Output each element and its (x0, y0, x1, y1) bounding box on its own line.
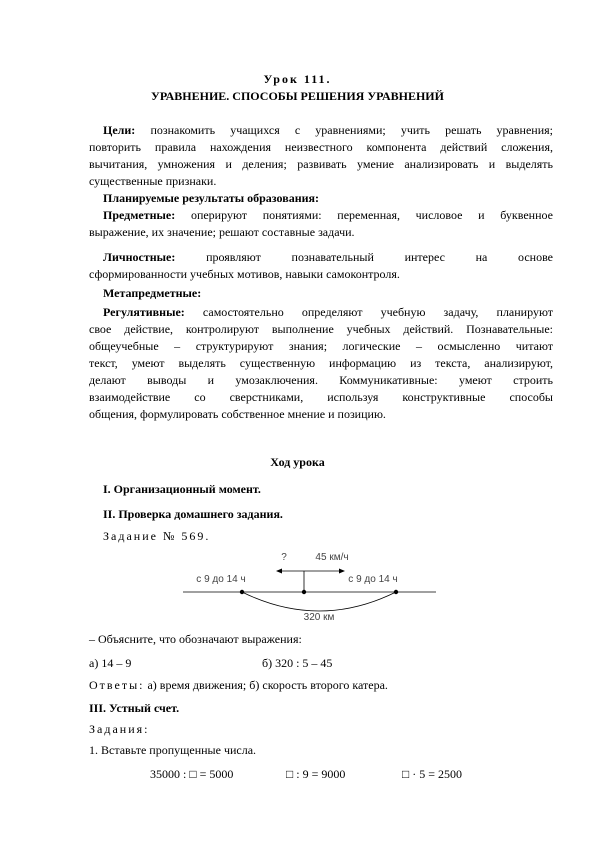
goals-line-4: существенные признаки. (89, 174, 217, 188)
personal-line-2: сформированности учебных мотивов, навыки самоконтроля. (89, 267, 400, 281)
unknown-speed-label: ? (281, 552, 287, 563)
personal-line-1: Личностные: проявляют познавательный интерес на основе (103, 250, 554, 264)
right-time-label: с 9 до 14 ч (348, 574, 398, 585)
right-arrow-head (339, 569, 345, 574)
left-time-label: с 9 до 14 ч (196, 574, 246, 585)
expr-b: б) 320 : 5 – 45 (262, 656, 333, 670)
regulative-line-1: Регулятивные: самостоятельно определяют учебную задачу, планируют (103, 305, 553, 319)
regulative-line-3: общеучебные – структурируют знания; логические – осмысленно читают (89, 339, 553, 353)
regulative-line-7: общения, формулировать собственное мнение и позицию. (89, 407, 386, 421)
task-569: Задание № 569. (103, 529, 211, 543)
middle-point (302, 590, 306, 594)
regulative-line-4: текст, умеют выделять существенную информацию из текста, анализируют, (89, 356, 553, 370)
answer-line: Ответы: а) время движения; б) скорость второго катера. (89, 678, 388, 692)
known-speed-label: 45 км/ч (315, 552, 349, 563)
tasks-label: Задания: (89, 722, 150, 736)
left-arrow-head (276, 569, 282, 574)
section-2: II. Проверка домашнего задания. (103, 507, 283, 521)
regulative-line-6: взаимодействие со сверстниками, используя конструктивные способы (89, 390, 553, 404)
goals-line-1: Цели: познакомить учащихся с уравнениями; учить решать уравнения; (103, 123, 553, 137)
item-1: 1. Вставьте пропущенные числа. (89, 743, 257, 757)
meta-heading: Метапредметные: (103, 286, 202, 300)
section-3: III. Устный счет. (89, 701, 180, 715)
question: – Объясните, что обозначают выражения: (89, 632, 302, 646)
course-heading: Ход урока (270, 455, 325, 469)
goals-line-3: вычитания, умножения и деления; развивать умение анализировать и выделять (89, 157, 553, 171)
subject-line-2: выражение, их значение; решают составные задачи. (89, 225, 355, 239)
subject-line-1: Предметные: оперируют понятиями: переменная, числовое и буквенное (103, 208, 553, 222)
section-1: I. Организационный момент. (103, 482, 261, 496)
regulative-line-2: свое действие, контролируют выполнение учебных действий. Познавательные: (89, 322, 553, 336)
equation-1: 35000 : □ = 5000 (150, 767, 234, 781)
outcomes-heading: Планируемые результаты образования: (103, 191, 320, 205)
expr-a: а) 14 – 9 (89, 656, 132, 670)
motion-diagram (180, 548, 440, 622)
distance-arc (242, 592, 396, 611)
equation-2: □ : 9 = 9000 (286, 767, 346, 781)
lesson-number: Урок 111. (263, 72, 332, 86)
goals-line-2: повторить правила нахождения неизвестного компонента действий сложения, (89, 140, 553, 154)
lesson-title: УРАВНЕНИЕ. СПОСОБЫ РЕШЕНИЯ УРАВНЕНИЙ (151, 89, 444, 103)
distance-label: 320 км (303, 612, 335, 622)
equation-3: □ · 5 = 2500 (402, 767, 463, 781)
regulative-line-5: делают выводы и умозаключения. Коммуникативные: умеют строить (89, 373, 553, 387)
